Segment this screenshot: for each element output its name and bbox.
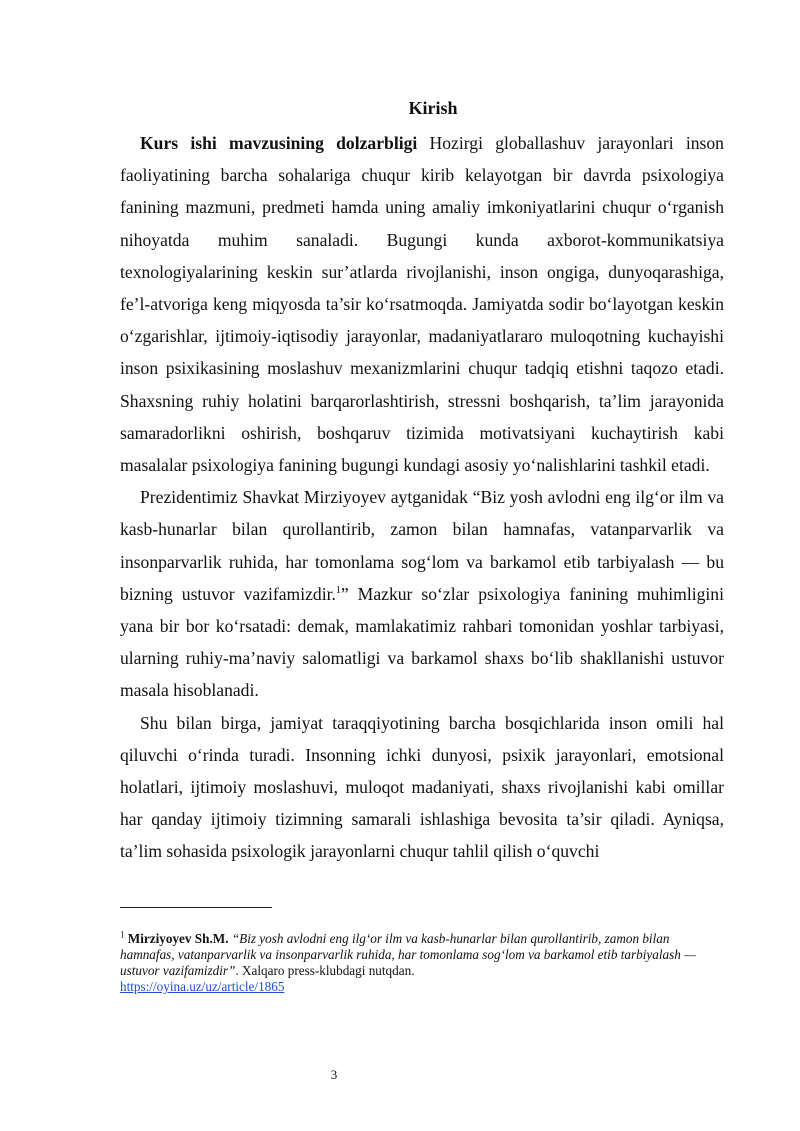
footnote: [120, 931, 724, 995]
paragraph-text: Shu bilan birga, jamiyat taraqqiyotining barcha bosqichlarida inson omili hal qiluvchi o‘rinda turadi. Insonning ichki dunyosi, psixik jarayonlari, emotsional holatlari, ijtimoiy moslashuvi, muloqot madaniyati, shaxs rivojlanishi kabi omillar har qanday ijtimoiy tizimning samarali ishlashiga bevosita ta’sir qiladi. Ayniqsa, ta’lim sohasida psixologik jarayonlarni chuqur tahlil qilish o‘quvchi: [120, 712, 724, 862]
footnote-reference[interactable]: 1: [335, 584, 341, 596]
footnote-source: . Xalqaro press-klubdagi nutqdan.: [235, 963, 415, 978]
paragraph-human-factor: [120, 707, 724, 868]
paragraph-text: Prezidentimiz Shavkat Mirziyoyev aytganidak “Biz yosh avlodni eng ilg‘or ilm va kasb-hunarlar bilan qurollantirib, zamon bilan hamnafas, vatanparvarlik va insonparvarlik ruhida, har tomonlama sog‘lom va barkamol etib tarbiyalash — bu bizning ustuvor vazifamizdir.: [120, 487, 724, 604]
paragraph-president-quote: [120, 481, 724, 706]
page-number: 3: [330, 1067, 338, 1082]
footnote-link[interactable]: https://oyina.uz/uz/article/1865: [120, 979, 285, 994]
paragraph-lead-bold: Kurs ishi mavzusining dolzarbligi: [140, 133, 418, 153]
paragraph-text: ” Mazkur so‘zlar psixologiya fanining muhimligini yana bir bor ko‘rsatadi: demak, mamlakatimiz rahbari tomonidan yoshlar tarbiyasi, ularning ruhiy-ma’naviy salomatligi va barkamol shaxs bo‘lib shakllanishi ustuvor masala hisoblanadi.: [120, 583, 724, 701]
main-body: [120, 127, 724, 868]
footnote-author: Mirziyoyev Sh.M.: [127, 931, 229, 946]
paragraph-relevance: [120, 127, 724, 481]
section-heading: Kirish: [408, 98, 458, 118]
footnote-divider: [120, 907, 272, 908]
paragraph-text: Hozirgi globallashuv jarayonlari inson faoliyatining barcha sohalariga chuqur kirib kelayotgan bir davrda psixologiya fanining mazmuni, predmeti hamda uning amaliy imkoniyatlarini chuqur o‘rganish nihoyatda muhim sanaladi. Bugungi kunda axborot-kommunikatsiya texnologiyalarining keskin sur’atlarda rivojlanishi, inson ongiga, dunyoqarashiga, fe’l-atvoriga keng miqyosda ta’sir ko‘rsatmoqda. Jamiyatda sodir bo‘layotgan keskin o‘zgarishlar, ijtimoiy-iqtisodiy jarayonlar, madaniyatlararo muloqotning kuchayishi inson psixikasining moslashuv mexanizmlarini chuqur tadqiq etishni taqozo etadi. Shaxsning ruhiy holatini barqarorlashtirish, stressni boshqarish, ta’lim jarayonida samaradorlikni oshirish, boshqaruv tizimida motivatsiyani kuchaytirish kabi masalalar psixologiya fanining bugungi kundagi asosiy yo‘nalishlarini tashkil etadi.: [120, 133, 724, 476]
footnote-number: 1: [120, 929, 125, 940]
footnote-title: “Biz yosh avlodni eng ilg‘or ilm va kasb-hunarlar bilan qurollantirib, zamon bilan hamnafas, vatanparvarlik va insonparvarlik ruhida, har tomonlama sog‘lom va barkamol etib tarbiyalash — ustuvor vazifamizdir”: [120, 931, 696, 978]
